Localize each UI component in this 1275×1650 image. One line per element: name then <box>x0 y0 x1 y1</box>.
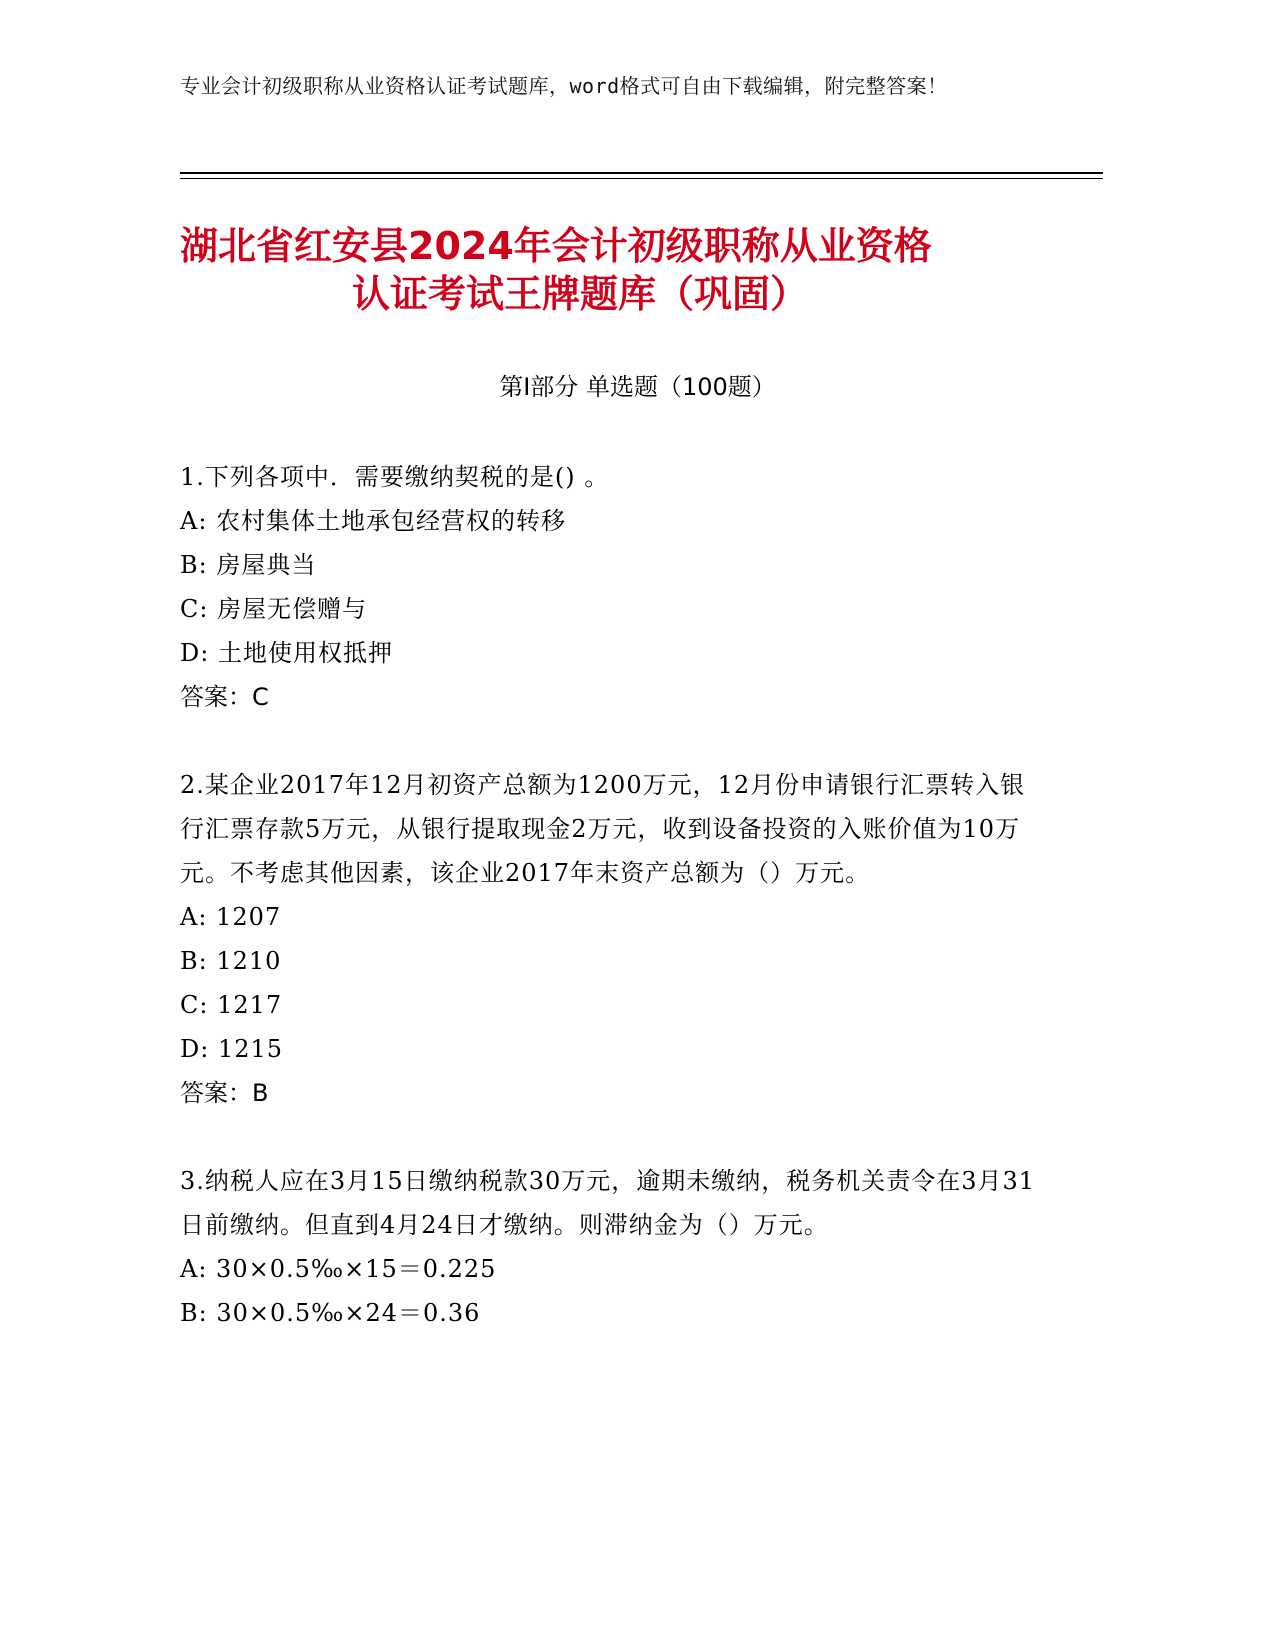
header-note: 专业会计初级职称从业资格认证考试题库，word格式可自由下载编辑，附完整答案！ <box>180 74 948 98</box>
document-title-line-1: 湖北省红安县2024年会计初级职称从业资格 <box>180 224 932 268</box>
question-stem: 1.下列各项中．需要缴纳契税的是() 。 <box>180 463 610 491</box>
document-title <box>180 222 1040 318</box>
answer-line: 答案：B <box>180 1079 269 1107</box>
option-d: D: 1215 <box>180 1035 284 1063</box>
question-list <box>180 455 1040 1379</box>
question-2 <box>180 763 1040 1115</box>
section-heading: 第Ⅰ部分 单选题（100题） <box>499 373 776 401</box>
header-divider-thick <box>180 172 1103 174</box>
option-a: A: 30×0.5‰×15＝0.225 <box>180 1255 497 1283</box>
option-d: D: 土地使用权抵押 <box>180 639 393 667</box>
option-a: A: 1207 <box>180 903 282 931</box>
question-1 <box>180 455 1040 719</box>
option-c: C: 1217 <box>180 991 283 1019</box>
question-stem: 3.纳税人应在3月15日缴纳税款30万元，逾期未缴纳，税务机关责令在3月31日前缴纳。但直到4月24日才缴纳。则滞纳金为（）万元。 <box>180 1167 1036 1239</box>
question-stem: 2.某企业2017年12月初资产总额为1200万元，12月份申请银行汇票转入银行汇票存款5万元，从银行提取现金2万元，收到设备投资的入账价值为10万元。不考虑其他因素，该企业2017年末资产总额为（）万元。 <box>180 771 1026 887</box>
option-b: B: 房屋典当 <box>180 551 317 579</box>
option-b: B: 1210 <box>180 947 282 975</box>
option-c: C: 房屋无偿赠与 <box>180 595 368 623</box>
option-a: A: 农村集体土地承包经营权的转移 <box>180 507 567 535</box>
answer-line: 答案：C <box>180 683 269 711</box>
question-3 <box>180 1159 1040 1335</box>
document-title-line-2: 认证考试王牌题库（巩固） <box>352 272 809 316</box>
header-divider-thin <box>180 178 1103 179</box>
option-b: B: 30×0.5‰×24＝0.36 <box>180 1299 481 1327</box>
